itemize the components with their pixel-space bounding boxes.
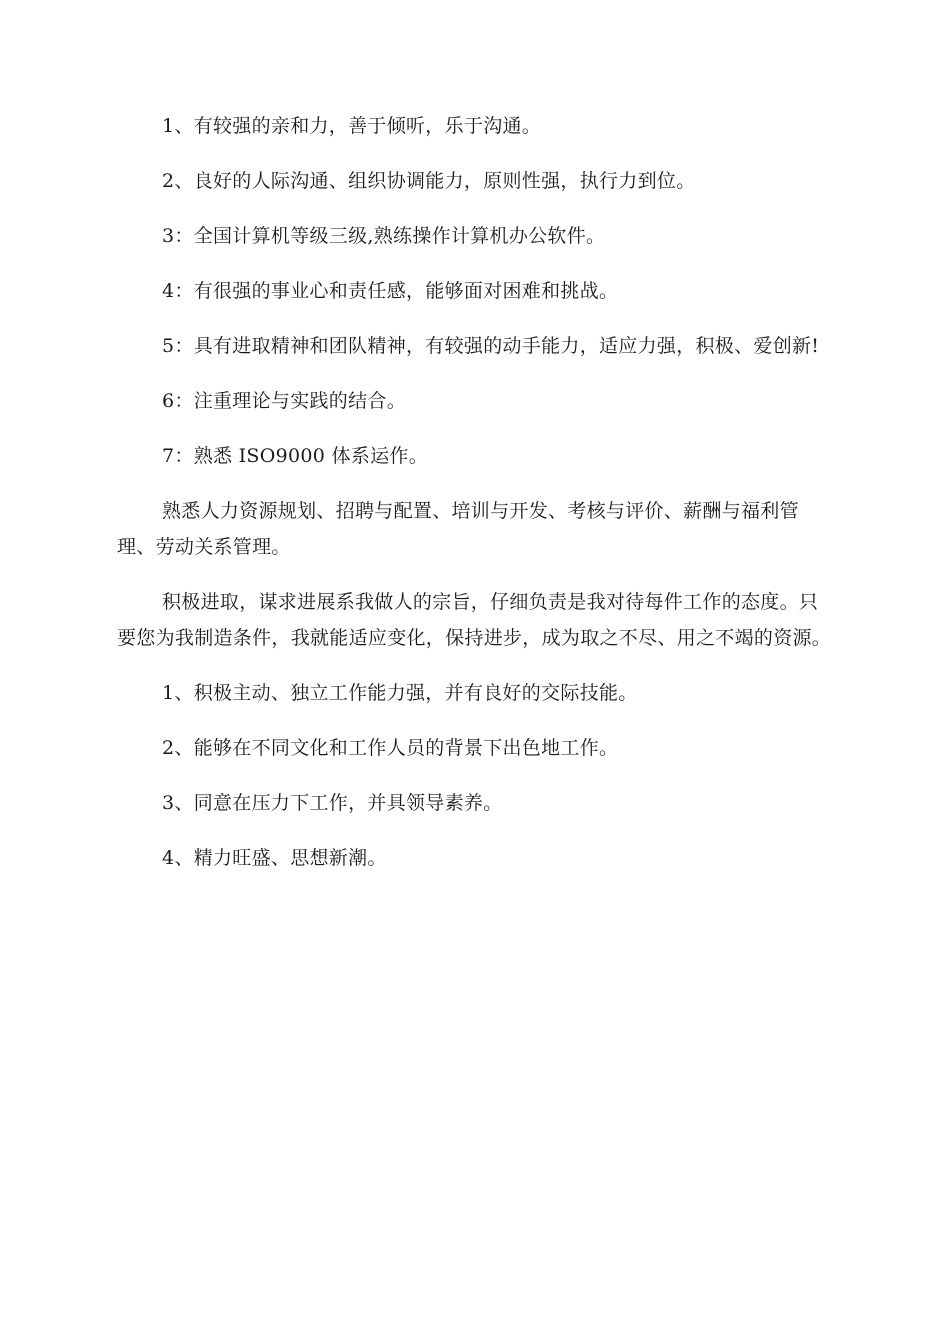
paragraph-3: 3：全国计算机等级三级,熟练操作计算机办公软件。 bbox=[162, 225, 606, 247]
paragraph-6: 6：注重理论与实践的结合。 bbox=[162, 390, 406, 412]
paragraph-7: 7：熟悉 ISO9000 体系运作。 bbox=[162, 445, 429, 467]
paragraph-13: 4、精力旺盛、思想新潮。 bbox=[162, 847, 387, 869]
paragraph-10: 1、积极主动、独立工作能力强，并有良好的交际技能。 bbox=[162, 682, 638, 704]
paragraph-8: 熟悉人力资源规划、招聘与配置、培训与开发、考核与评价、薪酬与福利管理、劳动关系管理。 bbox=[117, 500, 799, 558]
document-body bbox=[117, 108, 837, 895]
paragraph-4: 4：有很强的事业心和责任感，能够面对困难和挑战。 bbox=[162, 280, 619, 302]
paragraph-1: 1、有较强的亲和力，善于倾听，乐于沟通。 bbox=[162, 115, 542, 137]
paragraph-12: 3、同意在压力下工作，并具领导素养。 bbox=[162, 792, 503, 814]
paragraph-5: 5：具有进取精神和团队精神，有较强的动手能力，适应力强，积极、爱创新! bbox=[162, 335, 820, 357]
paragraph-11: 2、能够在不同文化和工作人员的背景下出色地工作。 bbox=[162, 737, 619, 759]
paragraph-2: 2、良好的人际沟通、组织协调能力，原则性强，执行力到位。 bbox=[162, 170, 696, 192]
paragraph-9: 积极进取，谋求进展系我做人的宗旨，仔细负责是我对待每件工作的态度。只要您为我制造条件，我就能适应变化，保持进步，成为取之不尽、用之不竭的资源。 bbox=[117, 591, 832, 649]
